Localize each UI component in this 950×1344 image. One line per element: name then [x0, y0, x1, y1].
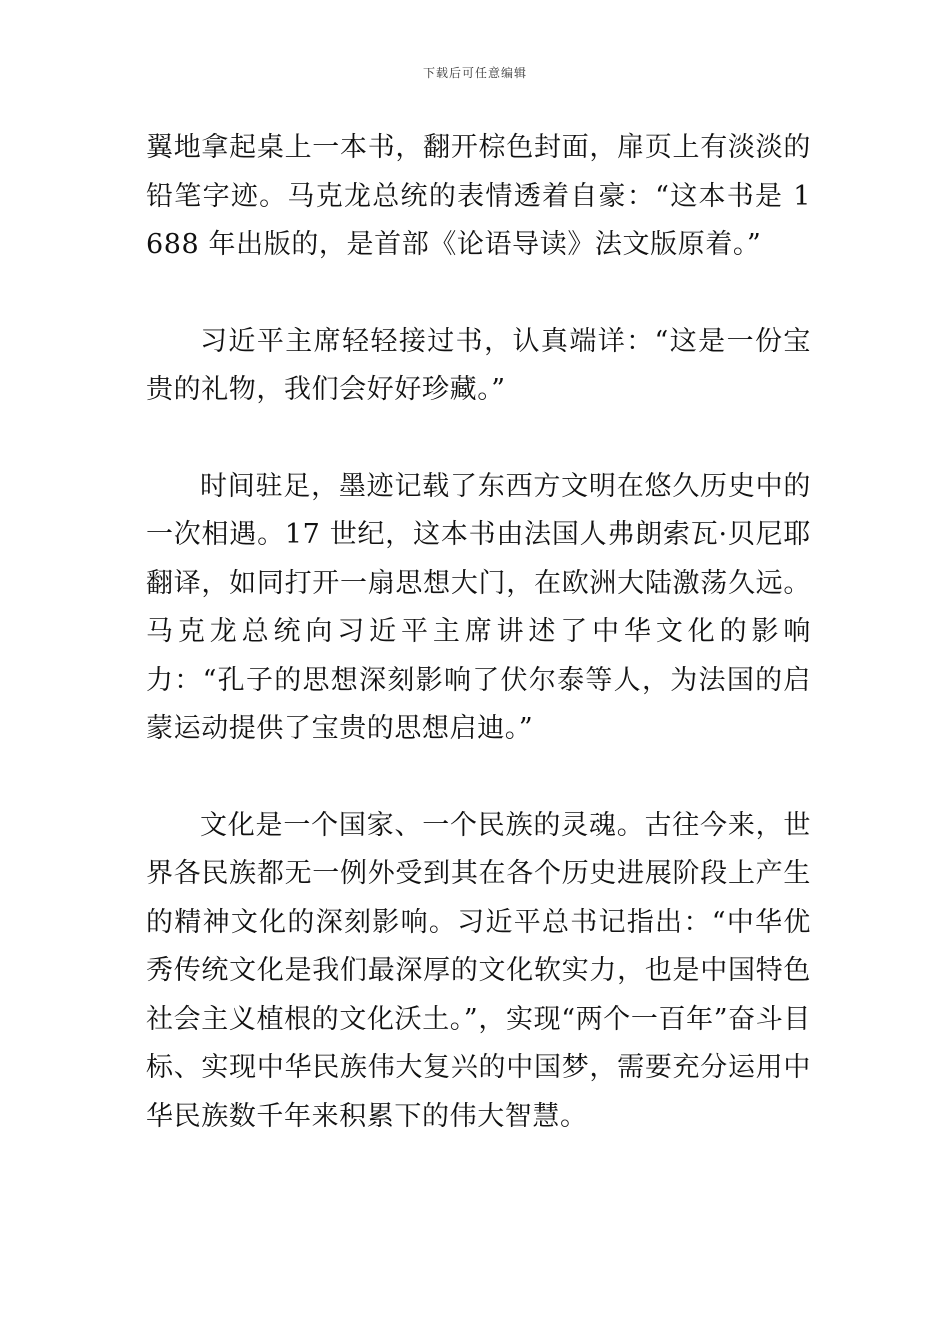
- paragraph: 习近平主席轻轻接过书，认真端详：“这是一份宝贵的礼物，我们会好好珍藏。”: [146, 325, 811, 405]
- header-note: 下载后可任意编辑: [422, 66, 527, 80]
- paragraph: 翼地拿起桌上一本书，翻开棕色封面，扉页上有淡淡的铅笔字迹。马克龙总统的表情透着自豪：“这本书是 1688 年出版的，是首部《论语导读》法文版原着。”: [146, 132, 811, 260]
- paragraph: 文化是一个国家、一个民族的灵魂。古往今来，世界各民族都无一例外受到其在各个历史进展阶段上产生的精神文化的深刻影响。习近平总书记指出：“中华优秀传统文化是我们最深厚的文化软实力，也是中国特色社会主义植根的文化沃土。”，实现“两个一百年”奋斗目标、实现中华民族伟大复兴的中国梦，需要充分运用中华民族数千年来积累下的伟大智慧。: [146, 809, 811, 1132]
- paragraph-gap: [146, 754, 811, 802]
- paragraph: 时间驻足，墨迹记载了东西方文明在悠久历史中的一次相遇。17 世纪，这本书由法国人弗朗索瓦·贝尼耶翻译，如同打开一扇思想大门，在欧洲大陆激荡久远。马克龙总统向习近平主席讲述了中华文化的影响力：“孔子的思想深刻影响了伏尔泰等人，为法国的启蒙运动提供了宝贵的思想启迪。”: [146, 470, 811, 744]
- paragraph-gap: [146, 415, 811, 463]
- document-body: [146, 124, 811, 1141]
- paragraph-gap: [146, 270, 811, 318]
